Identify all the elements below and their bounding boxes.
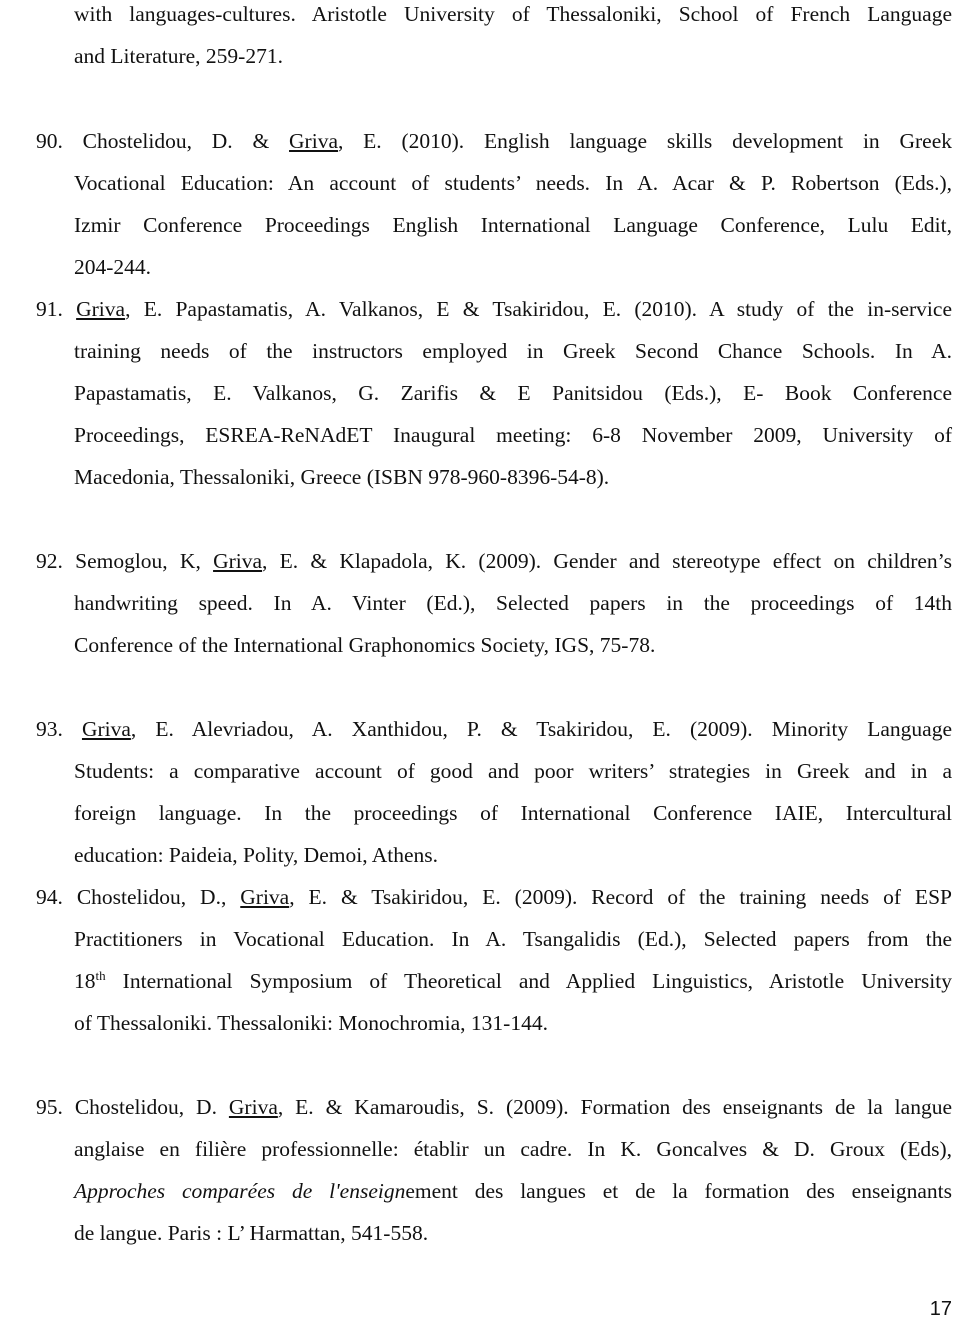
line-text: anglaise en filière professionnelle: établir un cadre. In K. Goncalves & D. Groux (Eds), — [74, 1137, 952, 1161]
italic-title: Approches comparées de l'enseign — [74, 1179, 406, 1203]
reference-line — [36, 129, 952, 153]
line-text: foreign language. In the proceedings of International Conference IAIE, Intercultural — [74, 801, 952, 825]
reference-line — [74, 423, 952, 447]
underlined-author: Griva — [228, 1095, 278, 1119]
line-text: Practitioners in Vocational Education. In A. Tsangalidis (Ed.), Selected papers from the — [74, 927, 952, 951]
reference-line — [74, 171, 952, 195]
line-text: Conference of the International Graphonomics Society, IGS, 75-78. — [74, 633, 656, 657]
line-text: 90. Chostelidou, D. & — [36, 129, 290, 153]
line-text: 18 — [74, 969, 96, 993]
line-text: , E. (2010). English language skills development in Greek — [337, 129, 953, 153]
reference-line — [74, 1137, 952, 1161]
line-text: with languages-cultures. Aristotle University of Thessaloniki, School of French Language — [74, 2, 952, 26]
reference-line — [74, 927, 952, 951]
underlined-author: Griva — [81, 717, 131, 741]
line-text: 93. — [36, 717, 82, 741]
line-text: , E. & Klapadola, K. (2009). Gender and stereotype effect on children’s — [262, 549, 952, 573]
line-text: education: Paideia, Polity, Demoi, Athens. — [74, 843, 439, 867]
line-text: of Thessaloniki. Thessaloniki: Monochromia, 131-144. — [74, 1011, 548, 1035]
reference-line — [74, 843, 952, 867]
underlined-author: Griva — [213, 549, 263, 573]
line-text: 94. Chostelidou, D., — [36, 885, 241, 909]
reference-line — [74, 339, 952, 363]
underlined-author: Griva — [76, 297, 126, 321]
line-text: Students: a comparative account of good and poor writers’ strategies in Greek and in a — [74, 759, 952, 783]
line-text: Izmir Conference Proceedings English International Language Conference, Lulu Edit, — [74, 213, 952, 237]
reference-line — [74, 969, 952, 993]
line-text: , E. & Tsakiridou, E. (2009). Record of the training needs of ESP — [289, 885, 952, 909]
line-text: de langue. Paris : L’ Harmattan, 541-558. — [74, 1221, 429, 1245]
reference-line — [36, 297, 952, 321]
reference-line — [74, 2, 952, 26]
line-text: , E. Alevriadou, A. Xanthidou, P. & Tsakiridou, E. (2009). Minority Language — [130, 717, 953, 741]
reference-line — [74, 255, 952, 279]
line-text: training needs of the instructors employed in Greek Second Chance Schools. In A. — [74, 339, 952, 363]
reference-line — [74, 381, 952, 405]
reference-line — [74, 465, 952, 489]
reference-line — [36, 717, 952, 741]
reference-line — [74, 1011, 952, 1035]
line-text: Papastamatis, E. Valkanos, G. Zarifis & E Panitsidou (Eds.), E- Book Conference — [74, 381, 952, 405]
reference-line — [74, 44, 952, 68]
reference-line — [74, 759, 952, 783]
underlined-author: Griva — [240, 885, 290, 909]
reference-line — [74, 1179, 952, 1203]
line-text: 95. Chostelidou, D. — [36, 1095, 229, 1119]
reference-line — [36, 549, 952, 573]
page-number: 17 — [929, 1298, 952, 1320]
reference-line — [36, 885, 952, 909]
line-text: , E. & Kamaroudis, S. (2009). Formation des enseignants de la langue — [277, 1095, 952, 1119]
reference-line — [74, 801, 952, 825]
line-text: Macedonia, Thessaloniki, Greece (ISBN 978-960-8396-54-8). — [74, 465, 610, 489]
reference-line — [74, 591, 952, 615]
line-text: Proceedings, ESREA-ReNAdET Inaugural meeting: 6-8 November 2009, University of — [74, 423, 952, 447]
line-text: 91. — [36, 297, 77, 321]
reference-line — [36, 1095, 952, 1119]
line-text: 204-244. — [74, 255, 152, 279]
reference-line — [74, 1221, 952, 1245]
line-text: and Literature, 259-271. — [74, 44, 283, 68]
line-text: International Symposium of Theoretical and Applied Linguistics, Aristotle University — [105, 969, 952, 993]
line-text: , E. Papastamatis, A. Valkanos, E & Tsakiridou, E. (2010). A study of the in-service — [125, 297, 952, 321]
ordinal-superscript: th — [95, 967, 106, 983]
line-text: 92. Semoglou, K, — [36, 549, 214, 573]
reference-line — [74, 633, 952, 657]
line-text: handwriting speed. In A. Vinter (Ed.), Selected papers in the proceedings of 14th — [74, 591, 952, 615]
line-text: ement des langues et de la formation des enseignants — [405, 1179, 952, 1203]
line-text: Vocational Education: An account of students’ needs. In A. Acar & P. Robertson (Eds.), — [74, 171, 952, 195]
underlined-author: Griva — [289, 129, 338, 153]
reference-line — [74, 213, 952, 237]
